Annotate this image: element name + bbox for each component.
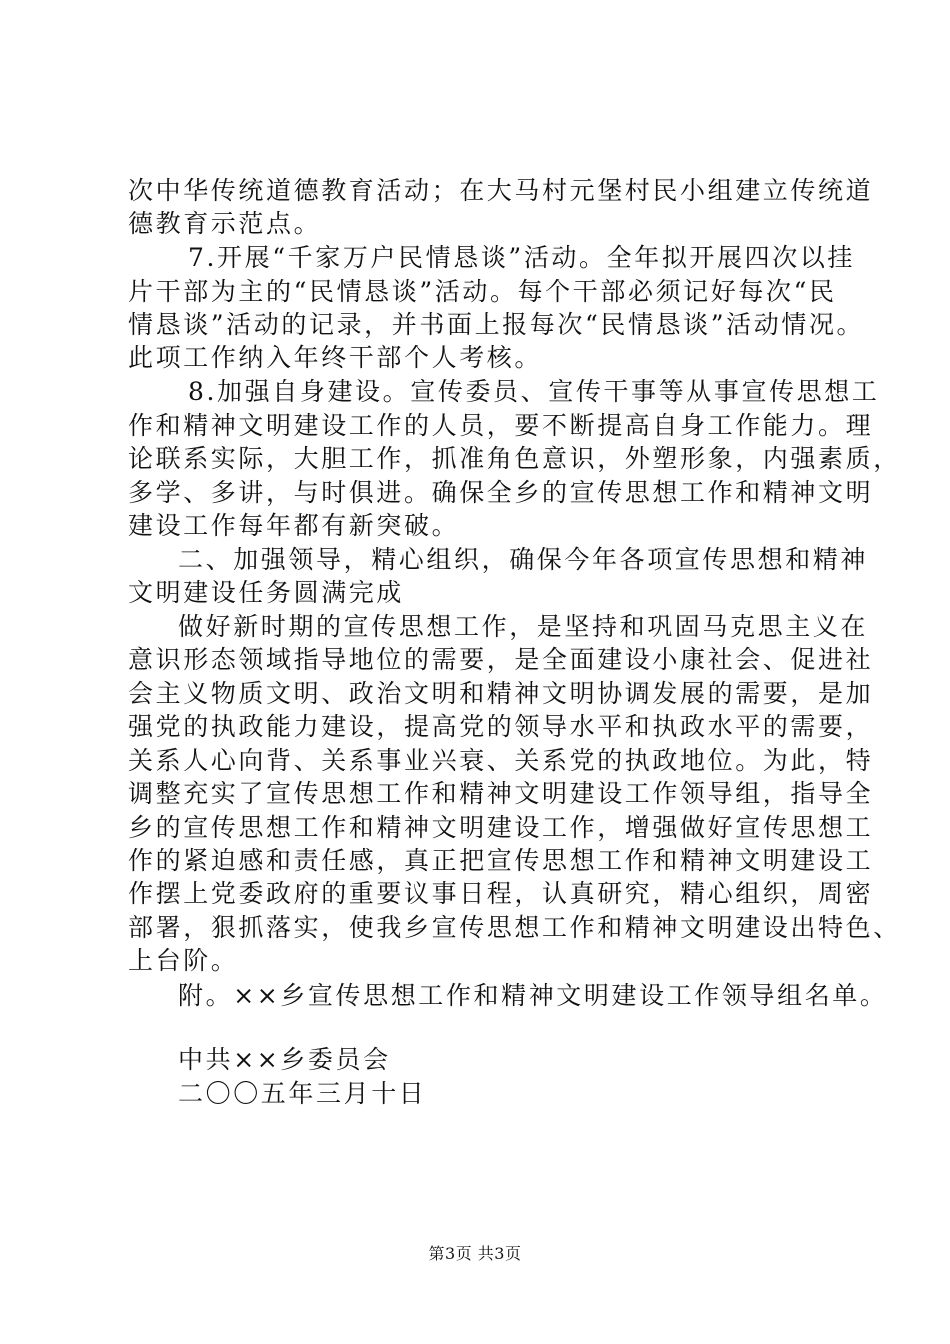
- text-line: 论联系实际，大胆工作，抓准角色意识，外塑形象，内强素质，: [128, 444, 901, 473]
- text-line: 作和精神文明建设工作的人员，要不断提高自身工作能力。理: [128, 411, 874, 440]
- section-heading-continued: 文明建设任务圆满完成: [128, 578, 405, 607]
- page-number-footer: 第3页 共3页: [428, 1244, 522, 1263]
- text-line: 建设工作每年都有新突破。: [128, 511, 460, 540]
- text-line: 调整充实了宣传思想工作和精神文明建设工作领导组，指导全: [128, 779, 874, 808]
- text-line: 上台阶。: [128, 946, 239, 975]
- text-line: 作的紧迫感和责任感，真正把宣传思想工作和精神文明建设工: [128, 846, 874, 875]
- text-line: 8.加强自身建设。宣传委员、宣传干事等从事宣传思想工: [188, 377, 880, 406]
- text-line: 多学、多讲，与时俱进。确保全乡的宣传思想工作和精神文明: [128, 478, 874, 507]
- text-line: 强党的执政能力建设，提高党的领导水平和执政水平的需要，: [128, 712, 874, 741]
- text-line: 关系人心向背、关系事业兴衰、关系党的执政地位。为此，特: [128, 746, 874, 775]
- section-heading: 二、加强领导，精心组织，确保今年各项宣传思想和精神: [178, 545, 869, 574]
- text-line: 作摆上党委政府的重要议事日程，认真研究，精心组织，周密: [128, 879, 874, 908]
- attachment-note: 附。××乡宣传思想工作和精神文明建设工作领导组名单。: [178, 981, 888, 1010]
- text-line: 做好新时期的宣传思想工作，是坚持和巩固马克思主义在: [178, 612, 869, 641]
- signature-date: 二〇〇五年三月十日: [178, 1079, 427, 1108]
- text-line: 会主义物质文明、政治文明和精神文明协调发展的需要，是加: [128, 679, 874, 708]
- text-line: 此项工作纳入年终干部个人考核。: [128, 343, 543, 372]
- text-line: 情恳谈”活动的记录，并书面上报每次“民情恳谈”活动情况。: [128, 310, 865, 339]
- text-line: 7.开展“千家万户民情恳谈”活动。全年拟开展四次以挂: [188, 243, 856, 272]
- text-line: 德教育示范点。: [128, 209, 322, 238]
- text-line: 片干部为主的“民情恳谈”活动。每个干部必须记好每次“民: [128, 277, 837, 306]
- text-line: 意识形态领域指导地位的需要，是全面建设小康社会、促进社: [128, 645, 874, 674]
- text-line: 乡的宣传思想工作和精神文明建设工作，增强做好宣传思想工: [128, 813, 874, 842]
- text-line: 次中华传统道德教育活动；在大马村元堡村民小组建立传统道: [128, 176, 874, 205]
- text-line: 部署，狠抓落实，使我乡宣传思想工作和精神文明建设出特色、: [128, 913, 901, 942]
- signature-organization: 中共××乡委员会: [178, 1045, 391, 1074]
